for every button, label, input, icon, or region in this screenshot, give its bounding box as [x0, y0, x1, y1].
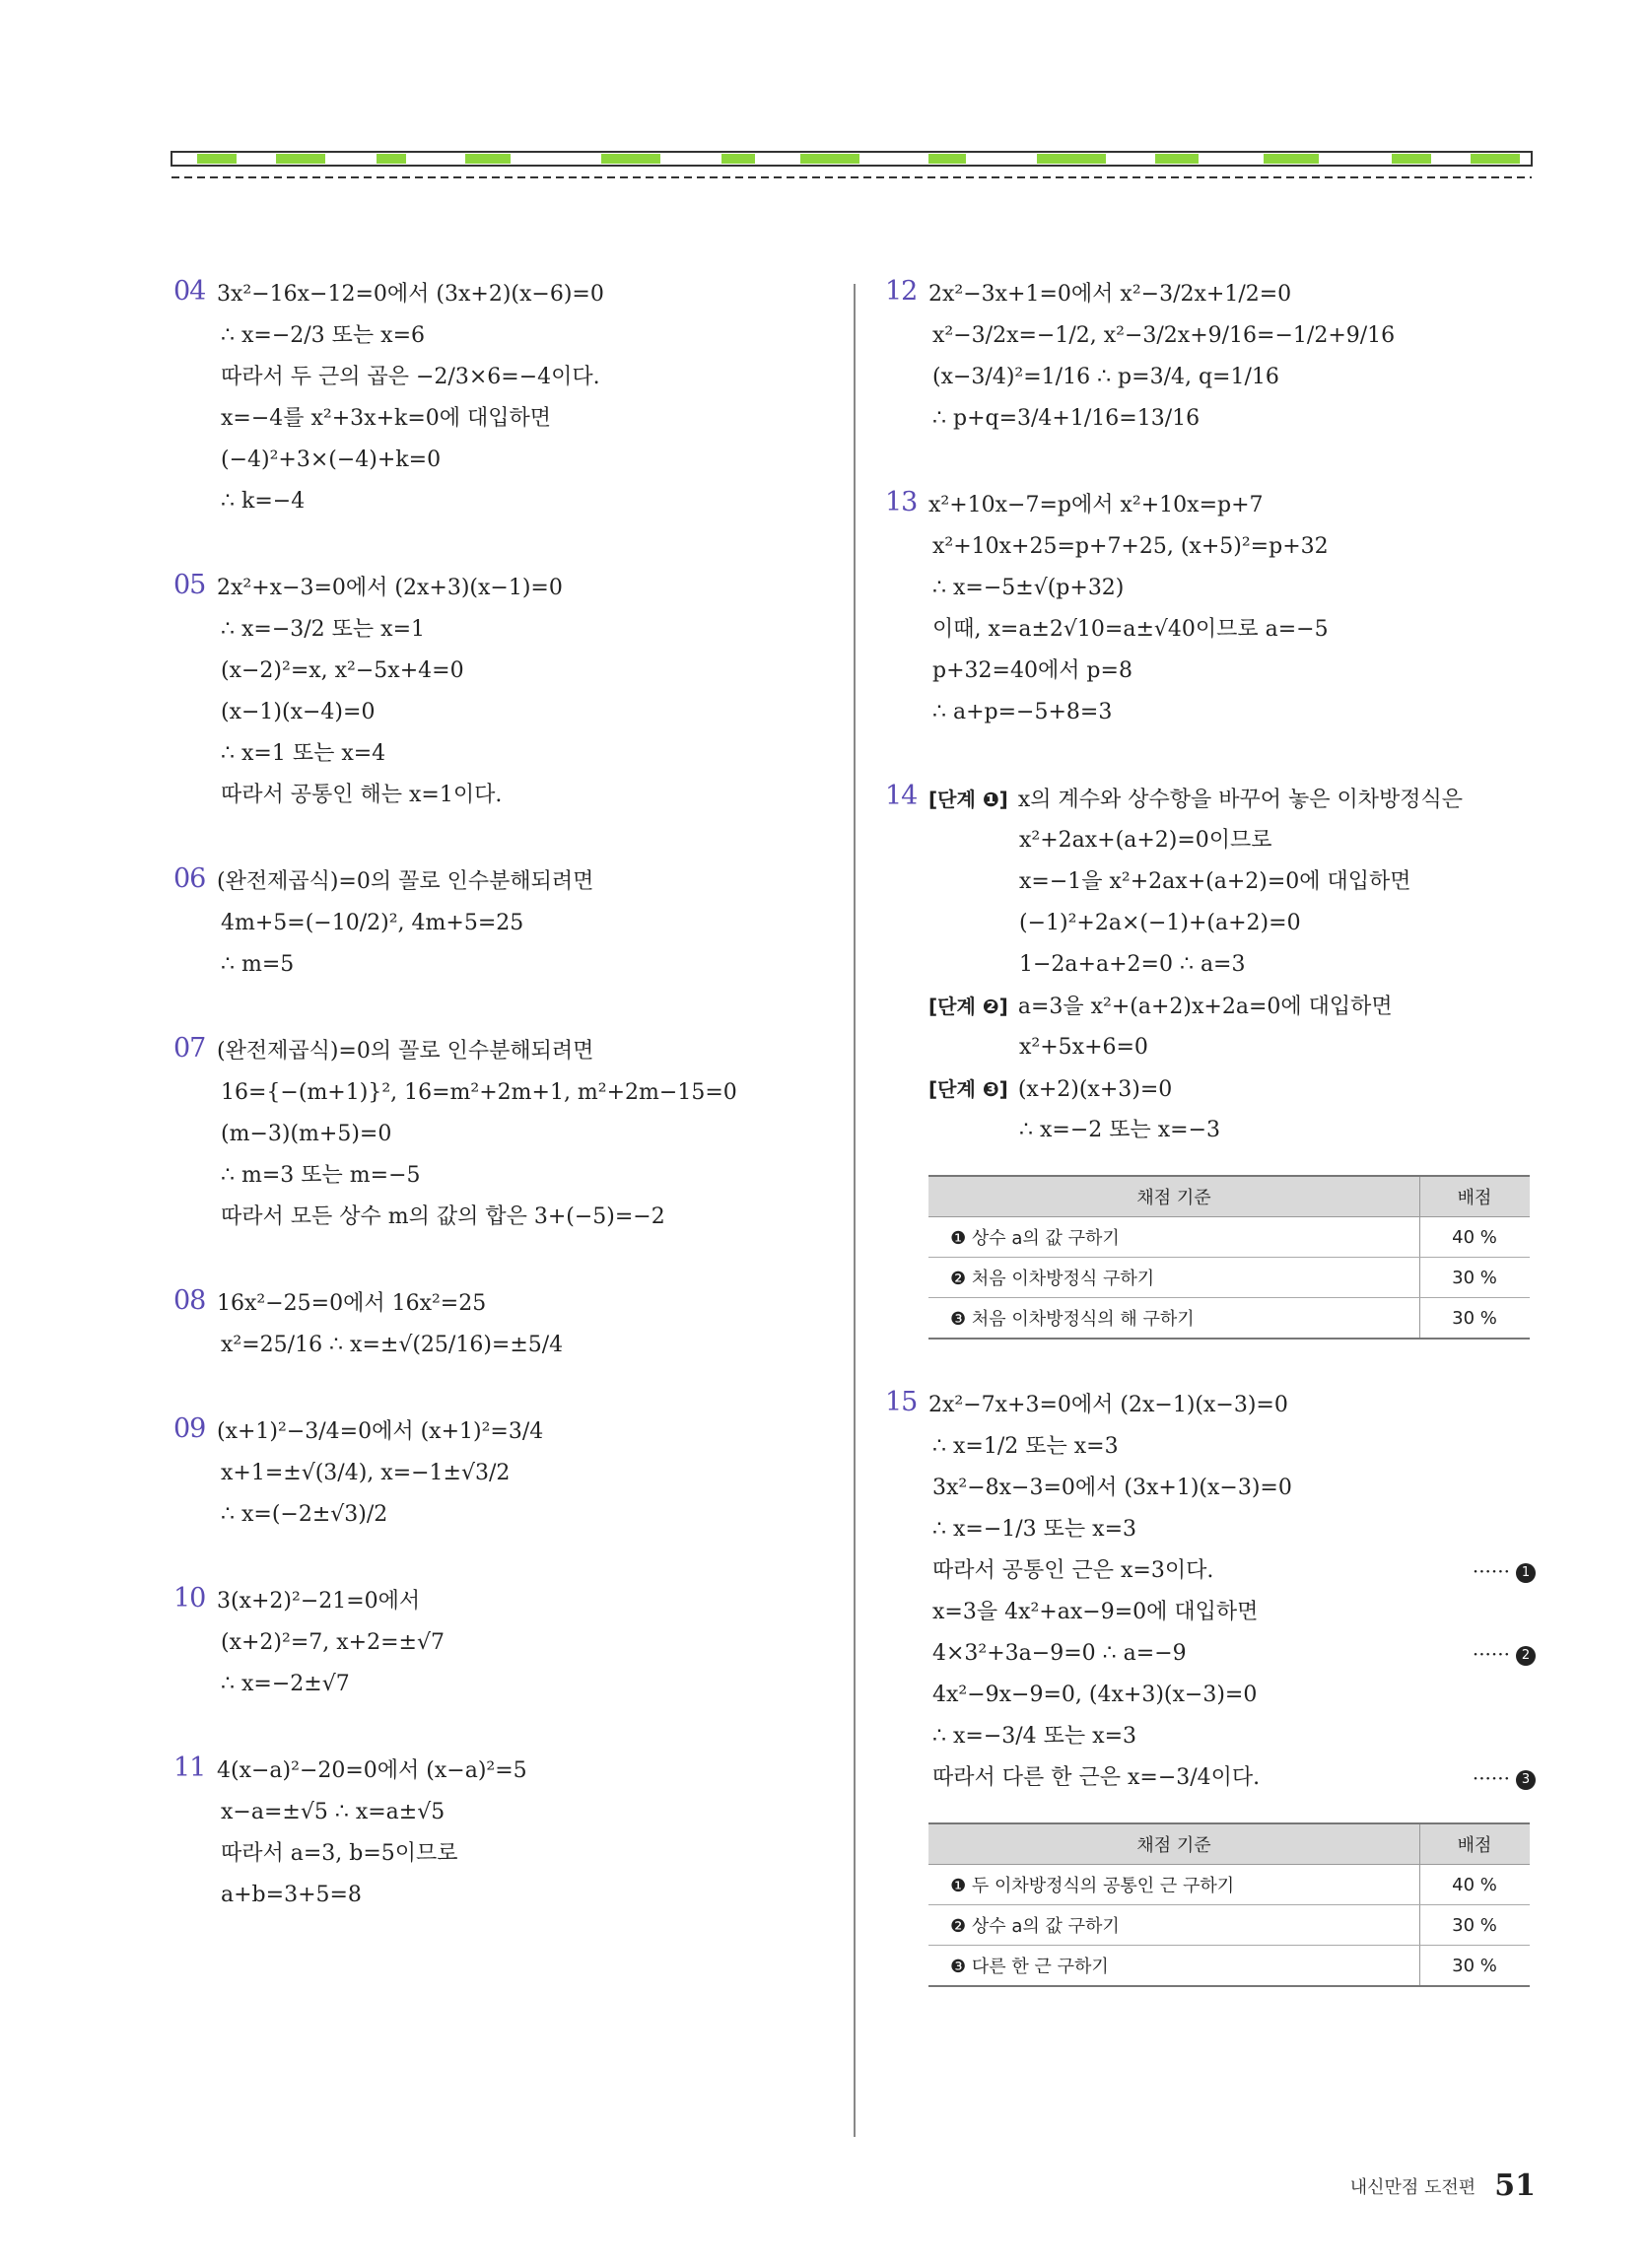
solution-line: 4m+5=(−10/2)², 4m+5=25	[221, 911, 524, 935]
solution-line: (x−3/4)²=1/16 ∴ p=3/4, q=1/16	[932, 365, 1279, 389]
problem-06	[173, 861, 824, 986]
problem-15	[885, 1385, 1536, 1987]
solution-line: x=−1을 x²+2ax+(a+2)=0에 대입하면	[1019, 869, 1411, 894]
solution-line: (완전제곱식)=0의 꼴로 인수분해되려면	[217, 869, 594, 894]
solution-line: ∴ x=−2 또는 x=−3	[1019, 1118, 1221, 1142]
marker-number: 1	[1516, 1563, 1536, 1583]
solution-line: ∴ m=3 또는 m=−5	[221, 1163, 421, 1188]
decorative-banner	[170, 146, 1534, 185]
problem-number: 05	[173, 570, 206, 600]
table-row	[928, 1298, 1530, 1340]
problem-number: 04	[173, 276, 206, 307]
solution-line: ∴ p+q=3/4+1/16=13/16	[932, 406, 1201, 431]
solution-line: 1−2a+a+2=0 ∴ a=3	[1019, 952, 1246, 977]
step-3-label: [단계 ❸]	[928, 1077, 1008, 1101]
step-2-line	[928, 986, 1536, 1027]
marker-dots: ······	[1472, 1642, 1510, 1666]
step-1-label: [단계 ❶]	[928, 788, 1008, 811]
solution-line: 2x²−7x+3=0에서 (2x−1)(x−3)=0	[928, 1393, 1288, 1417]
solution-line: (x+2)²=7, x+2=±√7	[221, 1630, 445, 1655]
solution-line: 2x²−3x+1=0에서 x²−3/2x+1/2=0	[928, 282, 1292, 307]
step-marker	[1473, 1550, 1536, 1592]
marker-number: 2	[1516, 1646, 1536, 1666]
solution-line: x²=25/16 ∴ x=±√(25/16)=±5/4	[221, 1333, 564, 1357]
solution-line: 따라서 두 근의 곱은 −2/3×6=−4이다.	[221, 365, 600, 389]
solution-line: x²+10x−7=p에서 x²+10x=p+7	[928, 493, 1264, 517]
solution-line: x+1=±√(3/4), x=−1±√3/2	[221, 1461, 511, 1485]
solution-line: 16x²−25=0에서 16x²=25	[217, 1291, 487, 1316]
left-column	[173, 274, 824, 1961]
problem-12	[885, 274, 1536, 440]
solution-text: 4×3²+3a−9=0 ∴ a=−9	[932, 1641, 1187, 1666]
table-row	[928, 1217, 1530, 1258]
points-cell: 30 %	[1420, 1905, 1531, 1946]
solution-line: ∴ x=−2/3 또는 x=6	[221, 323, 425, 348]
solution-line: p+32=40에서 p=8	[932, 658, 1132, 683]
solution-line: a+b=3+5=8	[221, 1883, 362, 1907]
solution-line: (m−3)(m+5)=0	[221, 1122, 392, 1146]
solution-line: x²−3/2x=−1/2, x²−3/2x+9/16=−1/2+9/16	[932, 323, 1396, 348]
table-header-points: 배점	[1420, 1176, 1531, 1217]
solution-line: x²+10x+25=p+7+25, (x+5)²=p+32	[932, 534, 1329, 559]
step-marker	[1473, 1633, 1536, 1675]
solution-line: ∴ a+p=−5+8=3	[932, 700, 1113, 724]
solution-line: ∴ x=(−2±√3)/2	[221, 1502, 388, 1527]
solution-text: a=3을 x²+(a+2)x+2a=0에 대입하면	[1017, 995, 1393, 1019]
solution-line: ∴ x=−3/4 또는 x=3	[932, 1724, 1136, 1749]
solution-line: 16={−(m+1)}², 16=m²+2m+1, m²+2m−15=0	[221, 1080, 737, 1105]
problem-09	[173, 1411, 824, 1536]
problem-number: 10	[173, 1583, 206, 1614]
solution-line: ∴ x=1/2 또는 x=3	[932, 1434, 1119, 1459]
problem-number: 09	[173, 1413, 206, 1444]
problem-08	[173, 1283, 824, 1366]
points-cell: 40 %	[1420, 1217, 1531, 1258]
solution-line: ∴ k=−4	[221, 489, 306, 514]
page-footer	[1319, 2168, 1536, 2203]
solution-line: 따라서 모든 상수 m의 값의 합은 3+(−5)=−2	[221, 1204, 665, 1229]
marker-dots: ······	[1472, 1766, 1510, 1790]
table-header-row	[928, 1823, 1530, 1865]
solution-line: ∴ m=5	[221, 952, 295, 977]
solution-line: x=−4를 x²+3x+k=0에 대입하면	[221, 406, 552, 431]
solution-line: 따라서 공통인 해는 x=1이다.	[221, 783, 503, 807]
table-row	[928, 1946, 1530, 1987]
problem-05	[173, 568, 824, 816]
solution-line: x=3을 4x²+ax−9=0에 대입하면	[932, 1600, 1259, 1624]
solution-line-marked	[928, 1550, 1536, 1592]
solution-line: (−4)²+3×(−4)+k=0	[221, 447, 442, 472]
solution-text: 따라서 다른 한 근은 x=−3/4이다.	[932, 1765, 1261, 1790]
problem-07	[173, 1031, 824, 1238]
problem-13	[885, 485, 1536, 733]
problem-10	[173, 1581, 824, 1705]
solution-line: (x+1)²−3/4=0에서 (x+1)²=3/4	[217, 1419, 544, 1444]
points-cell: 40 %	[1420, 1865, 1531, 1905]
solution-line: 2x²+x−3=0에서 (2x+3)(x−1)=0	[217, 576, 563, 600]
step-2-label: [단계 ❷]	[928, 995, 1008, 1018]
solution-line: ∴ x=−2±√7	[221, 1672, 350, 1696]
points-cell: 30 %	[1420, 1258, 1531, 1298]
points-cell: 30 %	[1420, 1946, 1531, 1987]
solution-line: 3x²−8x−3=0에서 (3x+1)(x−3)=0	[932, 1476, 1292, 1500]
step-marker	[1473, 1757, 1536, 1799]
solution-line: 4x²−9x−9=0, (4x+3)(x−3)=0	[932, 1683, 1258, 1707]
solution-line: ∴ x=−1/3 또는 x=3	[932, 1517, 1136, 1542]
table-header-points: 배점	[1420, 1823, 1531, 1865]
problem-number: 08	[173, 1285, 206, 1316]
marker-number: 3	[1516, 1770, 1536, 1790]
problem-number: 13	[885, 487, 918, 517]
problem-number: 11	[173, 1753, 206, 1783]
solution-line: ∴ x=1 또는 x=4	[221, 741, 386, 766]
solution-line: 이때, x=a±2√10=a±√40이므로 a=−5	[932, 617, 1329, 642]
solution-line: 3(x+2)²−21=0에서	[217, 1589, 421, 1614]
grading-table	[928, 1175, 1530, 1340]
solution-line: 4(x−a)²−20=0에서 (x−a)²=5	[217, 1758, 527, 1783]
marker-dots: ······	[1472, 1559, 1510, 1583]
table-header-criteria: 채점 기준	[928, 1823, 1420, 1865]
solution-line: (−1)²+2a×(−1)+(a+2)=0	[1019, 911, 1301, 935]
table-header-row	[928, 1176, 1530, 1217]
solution-line: 따라서 a=3, b=5이므로	[221, 1841, 458, 1866]
section-title: 내신만점 도전편	[1349, 2176, 1476, 2198]
criteria-cell: ❷ 상수 a의 값 구하기	[928, 1905, 1420, 1946]
page-number: 51	[1494, 2168, 1536, 2203]
table-row	[928, 1905, 1530, 1946]
solution-line: x²+5x+6=0	[1019, 1035, 1148, 1060]
grading-table	[928, 1822, 1530, 1987]
table-header-criteria: 채점 기준	[928, 1176, 1420, 1217]
criteria-cell: ❷ 처음 이차방정식 구하기	[928, 1258, 1420, 1298]
step-1-line	[928, 779, 1536, 820]
column-divider	[854, 284, 856, 2137]
problem-number: 06	[173, 863, 206, 894]
solution-line: 3x²−16x−12=0에서 (3x+2)(x−6)=0	[217, 282, 604, 307]
table-row	[928, 1865, 1530, 1905]
points-cell: 30 %	[1420, 1298, 1531, 1340]
solution-line: ∴ x=−5±√(p+32)	[932, 576, 1125, 600]
solution-text: 따라서 공통인 근은 x=3이다.	[932, 1558, 1214, 1583]
solution-text: x의 계수와 상수항을 바꾸어 놓은 이차방정식은	[1017, 788, 1463, 812]
solution-line: ∴ x=−3/2 또는 x=1	[221, 617, 425, 642]
problem-number: 14	[885, 781, 918, 811]
solution-line: (x−2)²=x, x²−5x+4=0	[221, 658, 464, 683]
criteria-cell: ❶ 상수 a의 값 구하기	[928, 1217, 1420, 1258]
criteria-cell: ❶ 두 이차방정식의 공통인 근 구하기	[928, 1865, 1420, 1905]
solution-line-marked	[928, 1633, 1536, 1675]
solution-line: (x−1)(x−4)=0	[221, 700, 376, 724]
solution-line: x−a=±√5 ∴ x=a±√5	[221, 1800, 446, 1824]
solution-line: x²+2ax+(a+2)=0이므로	[1019, 828, 1272, 853]
problem-number: 07	[173, 1033, 206, 1064]
step-3-line	[928, 1068, 1536, 1110]
solution-line: (완전제곱식)=0의 꼴로 인수분해되려면	[217, 1039, 594, 1064]
right-column	[885, 274, 1536, 2032]
solution-line-marked	[928, 1757, 1536, 1799]
problem-04	[173, 274, 824, 522]
solution-text: (x+2)(x+3)=0	[1017, 1077, 1173, 1102]
criteria-cell: ❸ 다른 한 근 구하기	[928, 1946, 1420, 1987]
problem-number: 15	[885, 1387, 918, 1417]
table-row	[928, 1258, 1530, 1298]
problem-11	[173, 1751, 824, 1916]
problem-14	[885, 779, 1536, 1340]
problem-number: 12	[885, 276, 918, 307]
criteria-cell: ❸ 처음 이차방정식의 해 구하기	[928, 1298, 1420, 1340]
